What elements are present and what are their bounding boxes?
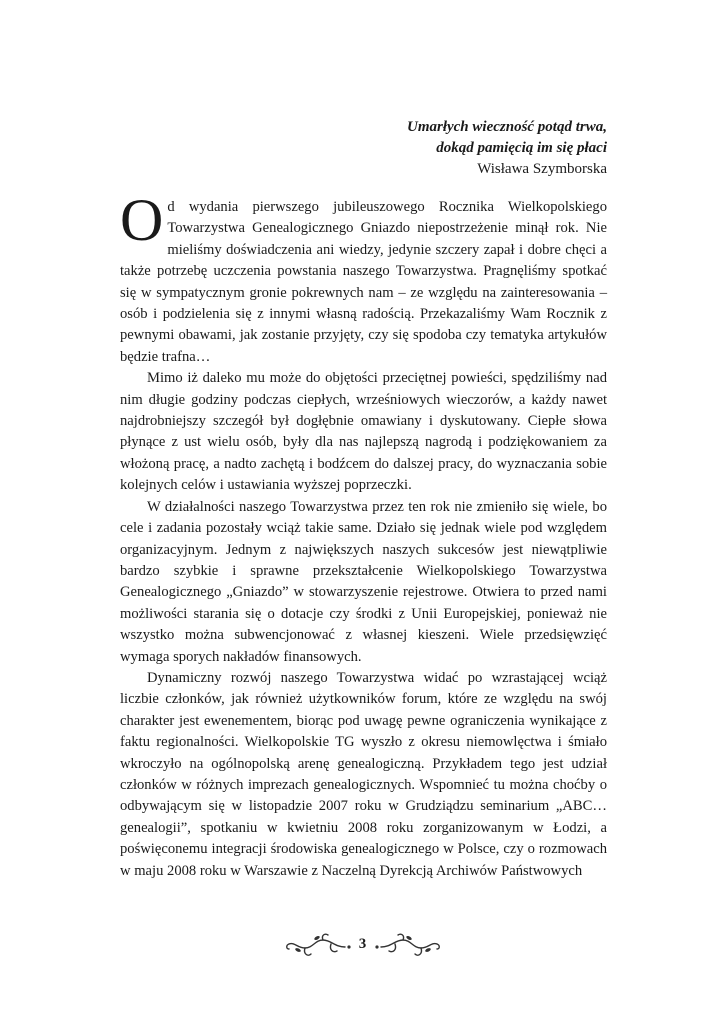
paragraph-2: Mimo iż daleko mu może do objętości przeciętnej powieści, spędziliśmy nad nim długie godziny podczas ciepłych, wrześniowych wieczorów, a każdy nawet najdrobniejszy szczegół był dogłębnie omawiany i dyskutowany. Ciepłe słowa płynące z ust wielu osób, były dla nas najlepszą nagrodą i podziękowaniem za włożoną pracę, a nadto zachętą i bodźcem do dalszej pracy, do wyznaczania sobie kolejnych celów i ustawiania wyższej poprzeczki. bbox=[120, 370, 607, 494]
epigraph-line-1: Umarłych wieczność potąd trwa, bbox=[406, 119, 607, 135]
epigraph bbox=[247, 117, 607, 180]
paragraph-3: W działalności naszego Towarzystwa przez ten rok nie zmieniło się wiele, bo cele i zadania pozostały wciąż takie same. Działo się jednak wiele pod względem organizacyjnym. Jednym z największych naszych sukcesów jest niewątpliwie bardzo szybkie i sprawne przekształcenie Wielkopolskiego Towarzystwa Genealogicznego „Gniazdo” w stowarzyszenie rejestrowe. Otwiera to przed nami możliwości starania się o dotacje czy środki z Unii Europejskiej, ponieważ nie wszystko można subwencjonować z własnej kieszeni. Wiele przedsięwzięć wymaga sporych nakładów finansowych. bbox=[120, 498, 607, 665]
paragraph-1-text: d wydania pierwszego jubileuszowego Rocznika Wielkopolskiego Towarzystwa Genealogicznego Gniazdo niepostrzeżenie minął rok. Nie mieliśmy doświadczenia ani wiedzy, jedynie szczery zapał i dobre chęci a także potrzebę uczczenia powstania naszego Towarzystwa. Pragnęliśmy spotkać się w sympatycznym gronie pokrewnych nam – ze względu na zainteresowania – osób i podzielenia się z innymi własną radością. Przekazaliśmy Wam Rocznik z pewnymi obawami, jak zostanie przyjęty, czy się spodoba czy tematyka artykułów będzie trafna… bbox=[120, 199, 607, 365]
page-footer bbox=[0, 930, 725, 964]
paragraph-1 bbox=[120, 187, 607, 368]
drop-cap: O bbox=[120, 187, 164, 253]
article-body bbox=[120, 187, 607, 882]
epigraph-line-2: dokąd pamięcią im się płaci bbox=[436, 140, 607, 156]
epigraph-author: Wisława Szymborska bbox=[477, 161, 607, 177]
paragraph-4: Dynamiczny rozwój naszego Towarzystwa widać po wzrastającej wciąż liczbie członków, jak również użytkowników forum, które ze względu na swój charakter jest ewenementem, biorąc pod uwagę pewne ograniczenia wynikające z faktu regionalności. Wielkopolskie TG wyszło z okresu niemowlęctwa i śmiało wkroczyło na ogólnopolską arenę genealogiczną. Przykładem tego jest udział członków w różnych imprezach genealogicznych. Wspomnieć tu można choćby o odbywającym się w listopadzie 2007 roku w Grudziądzu seminarium „ABC… genealogii”, spotkaniu w kwietniu 2008 roku zorganizowanym w Łodzi, a poświęconemu integracji środowiska genealogicznego w Polsce, czy o rozmowach w maju 2008 roku w Warszawie z Naczelną Dyrekcją Archiwów Państwowych bbox=[120, 669, 607, 879]
page-number: 3 bbox=[358, 936, 367, 952]
